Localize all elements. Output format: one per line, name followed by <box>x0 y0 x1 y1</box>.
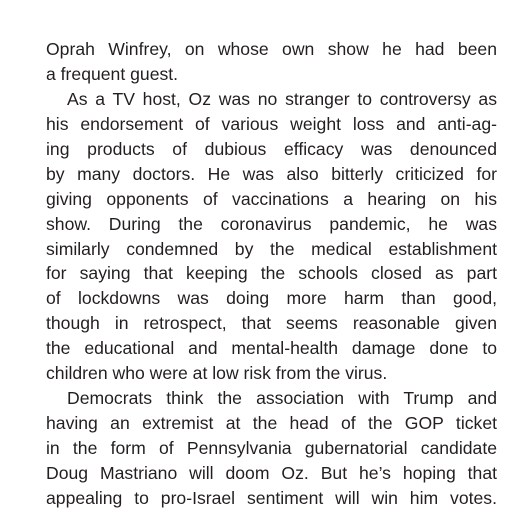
article-line: of lockdowns was doing more harm than good, <box>46 288 497 309</box>
article-line: by many doctors. He was also bitterly criticized for <box>46 163 497 184</box>
article-line: giving opponents of vaccinations a hearing on his <box>46 188 497 209</box>
article-line: Doug Mastriano will doom Oz. But he’s hoping that <box>46 462 497 483</box>
article-line: children who were at low risk from the virus. <box>46 363 388 384</box>
article-line: for saying that keeping the schools closed as part <box>46 263 497 284</box>
column-gutter <box>27 0 43 512</box>
article-line: though in retrospect, that seems reasonable given <box>46 313 497 334</box>
article-line: ing products of dubious efficacy was denounced <box>46 138 497 159</box>
article-line: a frequent guest. <box>46 63 179 84</box>
article-line: in the form of Pennsylvania gubernatorial candidate <box>46 438 497 459</box>
article-line: similarly condemned by the medical establishment <box>46 238 497 259</box>
article-line: having an extremist at the head of the GOP ticket <box>46 413 497 434</box>
article-line: Oprah Winfrey, on whose own show he had been <box>46 39 497 59</box>
article-line: his endorsement of various weight loss and anti-ag- <box>46 113 497 134</box>
article-line: show. During the coronavirus pandemic, he was <box>46 213 497 234</box>
article-line: appealing to pro-Israel sentiment will win him votes. <box>46 487 497 508</box>
article-line: Democrats think the association with Trump and <box>67 388 497 409</box>
article-line: As a TV host, Oz was no stranger to controversy as <box>67 88 497 109</box>
article-line: the educational and mental-health damage done to <box>46 338 497 359</box>
